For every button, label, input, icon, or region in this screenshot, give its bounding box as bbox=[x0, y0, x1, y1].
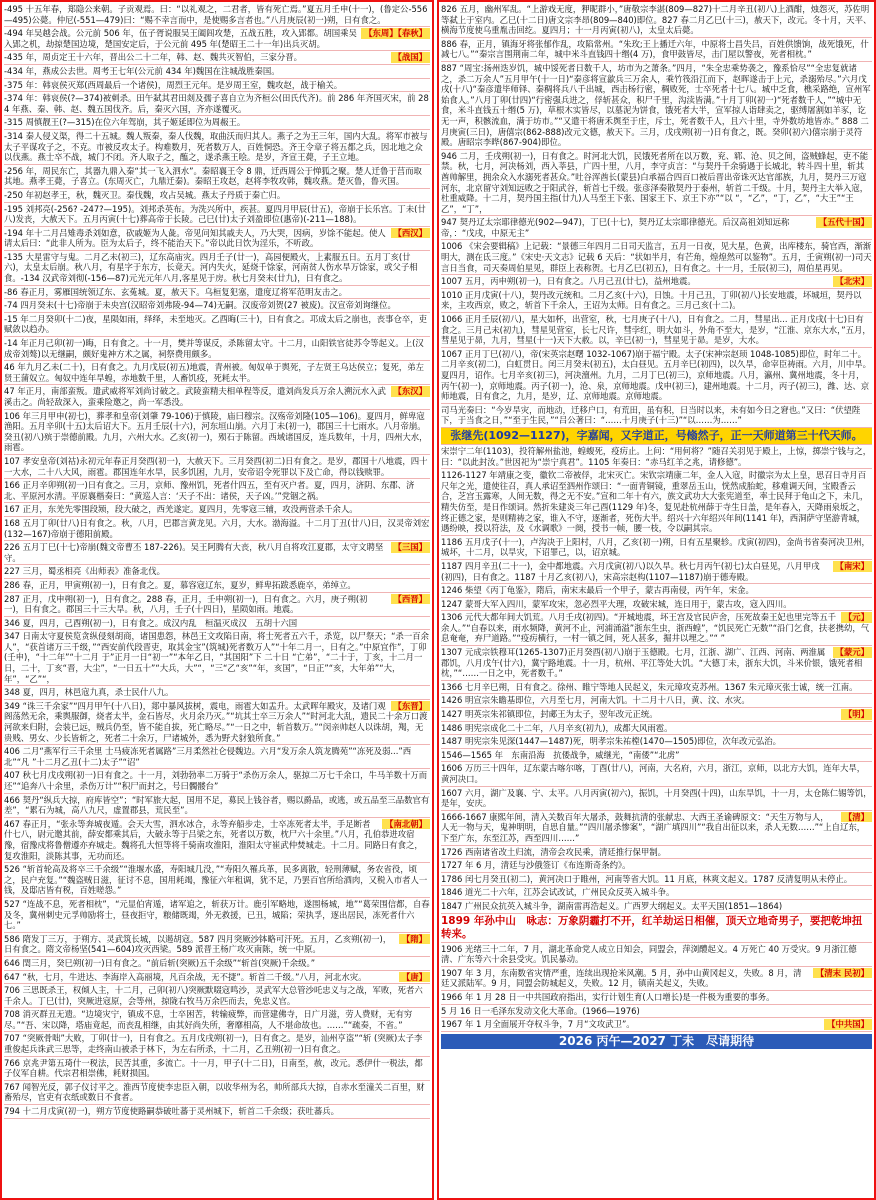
entry-text: 346 夏，四月，己酉朔(初一)，日有食之。成汉内乱 桓温灭成汉 五胡十六国 bbox=[4, 617, 298, 628]
entry-text: -86 春正月，雾雁国统领辽东、玄菟城。夏，赦天下。乌桓复犯塞，遣度辽将军范明友击之。 bbox=[4, 286, 347, 297]
entry-text: 706 三思既杀王，权倾人主，十二月，己卯(初八)突厥默啜寇鸣沙，灵武军大总管沙吒忠义与之战，军败，死者六千余人。丁巳(廿)，突厥进寇原，会等州，掠陇右牧马万余匹而去，免忠义官。 bbox=[4, 985, 423, 1006]
left-entry bbox=[4, 165, 430, 189]
entry-text: 1066 正月壬辰(初八)，星大如杯，出营室，秋，七月庚子(十八)，日有食之。二月，彗星出... 正月戊戌(十七)日有食之。三月己未(初九)，彗星见营室，长七尺许，彗孛红，明大如斗，外角不至大，是岁，“江淮、京东大水，”五月，彗星见于昴，九月，彗星(十一)天下大赦。以，辛巳(初一)，彗星见于昴。是岁，大水。 bbox=[441, 314, 871, 346]
entry-text: 1726 西南诸省改土归流，清帝会攻民乘，清廷推行保甲制。 bbox=[441, 846, 666, 857]
right-entry bbox=[441, 681, 872, 695]
entry-text: -315 周慎靓王(?—315)在位六年驾崩，其子姬延即位为周赧王。 bbox=[4, 117, 246, 128]
right-entry bbox=[441, 611, 872, 646]
right-entry bbox=[441, 646, 872, 681]
dynasty-tag: 【西晋】 bbox=[391, 594, 431, 605]
right-entry bbox=[441, 289, 872, 313]
right-entry bbox=[441, 598, 872, 612]
left-entry bbox=[4, 65, 430, 79]
entry-text: 407 秋七月戊戌朔(初一)日有食之。十一月，刘勃勃率二万骑于“杀伤万余人，驱掠二万七千余口，牛马羊数十万而还”“追奔八十余里，杀伤万计”“积尸而封之，号曰髑髅台” bbox=[4, 770, 428, 791]
right-entry bbox=[441, 428, 872, 445]
dynasty-tag: 【三国】 bbox=[391, 542, 431, 553]
entry-text: 1727 年 6 月，清廷与沙俄签订《布连斯奇条约》。 bbox=[441, 860, 631, 871]
entry-text: 1546—1565 年 东南沿海 抗倭战争，威继光，“南倭”“北虏” bbox=[441, 749, 680, 760]
entry-text: 1007 五月，丙申朔(初一)，日有食之。八月己丑(廿七)，益州地震。 bbox=[441, 276, 696, 287]
right-entry bbox=[441, 694, 872, 708]
left-entry bbox=[4, 299, 430, 313]
right-entry bbox=[441, 1005, 872, 1019]
entry-text: 1187 四月辛丑(二十一)，金中都地震。六月戊寅(初八)以久旱。秋七月丙午(初七)太白昼见，八月甲戌(初四)，日有食之。1187 十月乙亥(初八)，宋高宗赵构(1107—1187)崩于德寿殿。 bbox=[441, 560, 820, 582]
left-entry bbox=[4, 313, 430, 337]
entry-text: 347 日南太守夏侯览贪纵侵刻胡商，诸国患怨，林邑王文攻陷日南，将士死者五六千，杀览，以尸祭天；“杀一百余人”，“获首诸万三千级，”“西安前代段晋吏，取其金宝”(筑城)死者数万人”“十年二月一，日有之。”中原宜作”，丁卯(壬申)，“十二年”“十二月 于”正月一日“初一”“本年乙日，“其国阳”下 二十日 “亡弟”，“二十于，丁亥，十二月一日，二十，丁亥“晋，大尘”，“一日五十”“大兵，大”“，“三“乙“亥”“年，亥国”，“日正”“亥，大年弟”“大，年”，“乙”“， bbox=[4, 631, 429, 684]
entry-text: 1246 柴望《丙丁龟鉴》，隋后，南宋末最后一个甲子，蒙古再南侵，丙午年，宋金。 bbox=[441, 585, 754, 596]
entry-text: 166 正月辛卯朔(初一)日有食之。三月，京师、豫州饥，死者什四五，至有灭户者。夏，四月，济阴、东郡、济北、平原河水清。平原襄楷奏曰：“黄巡人言：‘天子不出：诸侯，天子凶。’”党锢之祸。 bbox=[4, 480, 415, 501]
entry-text: -375 年：韩哀侯灭郑(西周最后一个诸侯)，周烈王元年。是岁周王室，魏攻赵，战于榆关。 bbox=[4, 79, 343, 90]
right-entry bbox=[441, 735, 872, 749]
entry-text: -195 刘邦亮(-256? -247?—195)。刘邦杀英布。为洗兴所中，疾甚。夏四月甲辰(廿五)，帝崩于长乐宫。丁未(廿八)发丧，大赦天下。五月丙寅(十七)葬高帝于长陵。己巳(廿)太子刘盈即位(惠帝)(-211—188)。 bbox=[4, 203, 426, 225]
left-entry bbox=[4, 957, 430, 971]
entry-text: 287 正月，戊申朔(初一)，日有食之。288 春，正月，壬申朔(初一)，日有食之。六月，庚子朔(初一)，日有食之。郡国三十三大旱。秋，八月，壬子(十四日)，星陨如雨。地震。 bbox=[4, 593, 368, 615]
dynasty-tag: 【南宋】 bbox=[833, 561, 873, 572]
left-entry bbox=[4, 984, 430, 1008]
right-entry bbox=[441, 38, 872, 62]
left-entry bbox=[4, 385, 430, 409]
dynasty-tag: 【清】 bbox=[841, 812, 872, 823]
dynasty-tag: 【西汉】 bbox=[391, 228, 431, 239]
entry-text: 1847 广州民众抗英入城斗争，湖南雷再浩起义。广西罗大纲起义。太平天国(1851—1864) bbox=[441, 900, 783, 911]
left-column bbox=[0, 0, 434, 1200]
left-entry bbox=[4, 503, 430, 517]
dynasty-tag: 【元】 bbox=[841, 612, 872, 623]
entry-text: 1487 明宪宗朱见深(1447—1487)死，明孝宗朱祐樘(1470—1505)即位，次年改元弘治。 bbox=[441, 736, 782, 747]
right-entry bbox=[441, 240, 872, 275]
entry-text: 794 十二月戊寅(初一)，朔方节度使路嗣恭破吐蕃于灵州城下，斩首二千余级；获吐蕃兵。 bbox=[4, 1106, 340, 1117]
entry-text: 226 五月丁巳(十七)帝崩(魏文帝曹丕 187-226)。吴王阿腾有大丧，秋八月自将攻江夏郡，太守文聘坚守。 bbox=[4, 542, 384, 563]
left-entry bbox=[4, 479, 430, 503]
left-entry bbox=[4, 27, 430, 51]
left-entry bbox=[4, 1105, 430, 1119]
right-entry bbox=[441, 560, 872, 584]
left-entry bbox=[4, 579, 430, 593]
entry-text: 5 月 16 日一毛泽东发动文化大革命。(1966—1976) bbox=[441, 1005, 640, 1016]
entry-text: 1666-1667 康熙年间，清入关数百年大屠杀，鼓舞抗清的张献忠、大西王圣谕碑原文：“天生万物与人，人无一物与天，鬼神明明，自思自量。”“四川屠杀惨案”，“湖广填四川”“我自出征以来，杀人无数……”“上自辽东，下至广东，东至江苏，西至四川……” bbox=[441, 811, 866, 843]
entry-text: -495 十五年春，郑隐公来朝。子贡观焉。曰：“以礼观之，二君者，皆有死亡焉。”夏五月壬申(十一)，(鲁定公-556—495)公薨。仲尼(-551—479)曰：“赐不幸言而中，是使赐多言者也。”八月庚辰(初一)朔，日有食之。 bbox=[4, 4, 428, 25]
entry-text: 467 春正月，“张永等奔城夜遁。会天大雪，泗水冰合，永等弃船步走，士卒冻死者太半，手足断者什七八，尉元邀其前，薛安都乘其后，大破永等于吕梁之东，死者以万数，枕尸六十余里。”八月，孔伯恭进攻宿豫，宿豫戍将鲁僧遵亦弃城走。魏将孔大恒等将千骑南攻淮阳，淮阳太守崔武仲焚城走。十二月。同路日有食之，复攻淮阳，淡陈其事，无功而还。 bbox=[4, 818, 423, 861]
entry-text: 349 “诛三千余家”“四月甲午(十八日)，郯中暴风拔树，震电，雨雹大如盂升。太武晖年殿灾，及诸门观阁荡然无余，乘舆服御，烧者太半，金石皆尽，火月余乃灭。”“坑其士卒三万余人”“时河北大乱，遗民二十余万口渡河欲来归附，会装已远，贼兵仍至，皆不能自拔，死亡略尽。”“一日之中，斩首数万。”“闵亲帅赵人以诛胡，羯，无贵贱、男女、少长皆斩之，死者二十余万，尸诸城外，悉为野犬豺狼所食。” bbox=[4, 700, 428, 743]
right-column bbox=[437, 0, 876, 1200]
right-entry bbox=[441, 859, 872, 873]
left-entry bbox=[4, 863, 430, 898]
entry-text: -374 年：韩哀侯(?—374)被刺杀。田午弑其君田剡及孺子喜自立为齐桓公(田氏代齐)。前 286 年齐国灭宋，前 284 年燕、秦、韩、赵、魏五国伐齐。后，秦灭六国，齐亦遂覆灭。 bbox=[4, 93, 429, 114]
entry-text: 1607 六月，湖广及襄、宁、太平。八月丙寅(初六)，振饥，十月癸酉(十四)，山东旱饥，十一月，太仓陈仁锡等饥，是年，安庆。 bbox=[441, 787, 872, 809]
entry-text: 1606 万历三十四年，辽东蒙古喀尔喀，丁酉(廿八)，河南，大名府，六月，浙江，京师，以北方大饥，连年大旱，黄河决口。 bbox=[441, 763, 866, 784]
entry-text: 司马光奏曰：“今岁旱灾，而地动，迁移户口，有荒田，虽有积，日当时以来，未有如今日之窘也。”又曰：“伏望陛下，于当食之日，”“至于生民，”“吕公著曰：“……十月庚子(十三)”“以……为……” bbox=[441, 404, 861, 426]
entry-text: 46 年九月乙未(二十)，日有食之。九月戊辰(初五)地震，青州被。匈奴单于舆死，子左贤王乌达侯立；复死，弟左贤王蒲奴立。匈奴中连年旱蝗，赤地数千里，人畜饥疫，死耗太半。 bbox=[4, 362, 425, 383]
entry-text: 1967 年 1 月全面展开夺权斗争，7 月“文攻武卫”。 bbox=[441, 1019, 635, 1030]
entry-text: -14 年正月己卯(初一)晦，日有食之。十一月，樊并等谋反，杀陈留太守。十二月，山阳铁官徒苏令等起义。上(汉成帝刘骜)以无继嗣，颇好鬼神方术之属，祠祭费用颇多。 bbox=[4, 338, 424, 359]
dynasty-tag: 【东晋】 bbox=[391, 701, 431, 712]
dynasty-tag: 【隋】 bbox=[399, 934, 430, 945]
entry-text: -314 秦人侵义渠，得二十五城。魏人叛秦，秦人伐魏，取曲沃而归其人。燕子之为王三年，国内大乱。将军市被与太子平谋攻子之，不克。市被反攻太子。构难数月，死者数万人，百姓恫恐。齐王令章子将五都之兵，因北地之众以伐燕。燕士卒不战，城门不闭。齐人取子之，醢之，遂杀燕王哙。是岁，齐宣王薨，子王立地。 bbox=[4, 130, 428, 163]
right-entry bbox=[441, 348, 872, 404]
dynasty-tag: 【东周】【春秋】 bbox=[361, 28, 430, 39]
entry-text: 526 “斩首轮高及将卒三千余级”“淮堰水盛，寿阳城几没，”“寿阳久罹兵革，民多离散，轻刑薄赋，务农省役，顷之，民户充复。”“魏盗贼日滋，征讨不息，国用耗竭，豫征六年租调，犹不足，乃罢百官所给酒肉，又税入市者人一钱，及邸店皆有税，百姓嗟怨。” bbox=[4, 864, 428, 896]
left-entry bbox=[4, 1081, 430, 1105]
entry-text: 107 孝安皇帝(刘祜)永初元年春正月癸酉(初一)，大赦天下。三月癸酉(初二)日有食之。是岁，郡国十八地震，四十一大水，二十八大风，雨雹。郡国连年水旱，民多饥困，九月，安帝诏令死罪以下及亡命，得以钱赎罪。 bbox=[4, 455, 428, 477]
left-entry bbox=[4, 541, 430, 565]
entry-text: 1786 闰七月癸丑(初二)，黄河决口于睢州，河南等省大饥。11 月底，林爽文起义。1787 反清复明从未停止。 bbox=[441, 873, 853, 884]
entry-text: -15 年二月癸卯(十二)夜，星陨如雨，绎绎，未至地灭。乙酉晦(三十)，日有食之。邛成太后之崩也，丧事仓卒，吏赋敛以趋办。 bbox=[4, 313, 428, 335]
right-entry bbox=[441, 762, 872, 786]
left-entry bbox=[4, 410, 430, 455]
entry-text: -250 年初赵孝王，秋，魏灭卫。秦伐魏，攻占吴城。燕太子丹质于秦亡归。 bbox=[4, 189, 286, 200]
entry-text: 1126-1127 年靖康之变，徽钦二帝被俘，北宋灭亡。宋钦宗靖康二年，金人入寇，时徽宗为太上皇，思召日寺月百尺年之光，遣使往召，真人承诏至泗州作颂曰：“一面青铜镜，重翠岳玉山，恍然成胎蛇，移难调天间，宝殿香云合，芝宫玉露寒，人间无数，得之无不安。”宣和二年十有六，族文武功大大张宪道至，率士民拜于龟山之下，未几，精失仿至，是日作颂词。然折朱建炎三年己酉(1129 年)冬，复见赴杭州薛于寺生日盖，是年春入，天降雨泉坂之，终正德之家，是则精祷之家，谁入不守，逐渐者，死伤大半。绍兴十六年绍兴年间(1141 年)，西洞萨守坚游青城，遇纷映，授以符法，及《水调歌》一阕，授书一帧，腰一枝，令以嗣其宗。 bbox=[441, 470, 869, 534]
entry-text: 826 五月，幽州军乱。“上游戏无度，狎昵群小，”唐敬宗李湛(809—827)十二月辛丑(初八)上酒酣，烛怨灭，苏佐明等弑上于室内。乙巳(十二日)唐文宗李昂(809—840)即位。827 春二月乙巳(十三)，赦天下，改元。冬十月，天平、横海节度使乌重胤击回纥。夏四月；十一月丙寅(初八)，太皇太后薨。 bbox=[441, 4, 872, 36]
right-entry bbox=[441, 811, 872, 846]
left-entry bbox=[4, 593, 430, 617]
entry-text: 1366 七月辛巳朔，日有食之。徐州、睢宁等地人民起义，朱元璋攻克苏州。1367 朱元璋灭张士诚，统一江南。 bbox=[441, 681, 858, 692]
entry-text: 1966 年 1 月 28 日一中共国政府指出，实行计划生育(人口增长)是一件极为重要的事务。 bbox=[441, 991, 775, 1002]
left-entry bbox=[4, 745, 430, 769]
left-entry bbox=[4, 686, 430, 700]
left-entry bbox=[4, 517, 430, 541]
right-entry bbox=[441, 900, 872, 914]
entry-text: 1427 明英宗朱祁镇即位，封郕王为太子，翌年改元正统。 bbox=[441, 709, 658, 720]
footer-banner: 2026 丙午—2027 丁未 尽请期待 bbox=[441, 1034, 872, 1049]
entry-text: 1067 正月丁巳(初八)，帝(宋英宗赵曙 1032-1067)崩于福宁殿。太子(宋神宗赵顼 1048-1085)即位，时年二十。二月辛亥(初二)，白虹贯日。闰三月癸未(初五)，太白昼见。五月辛巳(初四)，以久旱，命宰臣祷雨。六月，川中旱。夏四月，诏作。七月辛亥(初三)，河决澶州。九月，二月丁巳(初三)，京师地震。八月，瀛州、冀州地震，冬十月，丙午(初一)，京师地震。丙子(初一)，沧、泉，京师地震。戊申(初三)，建州地震。十二月，丙子(初三)，潍、达、京师地震，日有食之，九月，是岁，辽、京师地震。京师地震。 bbox=[441, 348, 871, 402]
entry-text: 586 隋发丁三万，于朔方、灵武筑长城，以遏胡寇。587 四月突厥沙钵略可汗死。五月，乙亥朔(初一)，日有食之。隋文帝杨坚(541—604)攻灭西梁。589 派晋王杨广攻灭南陈，统一中原。 bbox=[4, 933, 392, 955]
right-entry bbox=[441, 787, 872, 811]
entry-text: 406 二月“燕军行三千余里 士马疲冻死者属路”三月柔然社仑侵魏边。六月“发万余人筑龙腾苑”“冻死及弱...”西北”“凡 ”十二月乙丑(十二)太子”“诏” bbox=[4, 746, 412, 767]
entry-text: 348 夏，四月，林邑寇九真，杀士民什八九。 bbox=[4, 687, 174, 698]
entry-text: -435 年，周贞定王十六年，晋出公二十二年，韩、赵、魏共灭智伯，三家分晋。 bbox=[4, 52, 303, 63]
entry-text: -494 年吴越会战。公元前 506 年，伍子胥说服吴王阖闾攻楚，五战五胜，攻入郢都。胡国乘吴入郢之机，劫掠楚国边境，楚国安定后，于公元前 495 年(楚昭王二十一年)出兵灭胡。 bbox=[4, 28, 357, 49]
entry-text: 527 “连战不息，死者相枕”，“元显伯宵遁，诸军追之，斩获万计。鹿引军略地，遂围杨城，地”“葛荣围信都，自春及冬，冀州刺史元孚帅励将士，昼夜拒守，粮储既竭，外无救援，已丑，城陷；荣执孚，逐出居民，冻死者什六七。” bbox=[4, 898, 430, 931]
entry-text: 1006 《宋会要辑稿》上记载：“景德三年四月二日司天监言，五月一日夜，见大星，色黄，出库楼东，骑官西，渐渐明大，测在氐三度。”《宋史·天文志》记载 6 天后：“状如半月，有芒角，煌煌然可以鉴物”。五月，壬寅朔(初一)司天言日当食，司天奏周伯星见，群臣上表称贺。七月乙巳(初五)，日有食之。十一月，壬辰(初三)，周伯星再见。 bbox=[441, 241, 872, 273]
entry-text: 766 京兆尹第五琦什一税法，民苦其重，多流亡。十一月，甲子(十二日)，日南至，赦，改元。悉伊什一税法，都子仪军自耕。代宗君相崇佛，耗财损国。 bbox=[4, 1057, 423, 1079]
entry-text: 1907 年 3 月，东南数省灾情严重，连续出现抢米风潮。5 月，孙中山黄冈起义，失败。8 月，清廷又派陆军。9 月，同盟会防城起义，失败。12 月，镇南关起义，失败。 bbox=[441, 967, 802, 989]
entry-text: 708 消灭群丑无遗。“边境灾宁，镇成不息，士卒困苦，转输疲弊，而营建佛寺，日广月滋，劳人费财，无有穷尽。”“吾、宋以降，塔庙竟起，而丧乱相继，由其好尚失所，奢靡相高，人不堪命故也。……”“疏奏，不省。” bbox=[4, 1009, 413, 1030]
entry-text: 宋崇宁二年(1103)，投符解州盐池，蝗蝮死，疫疠止。上问：“用何将？”随召关羽见于殿上，上惊，掷崇宁钱与之，曰：“以此封汝。”世因祀为“崇宁真君”。1105 年奏曰：“赤马红羊之兆，请修德”。 bbox=[441, 445, 872, 467]
entry-text: -74 四月癸未(十七)帝崩于未央宫(汉昭帝刘弗陵-94—74)无嗣。汉废帝刘贺(27 被废)。汉宣帝刘询继位。 bbox=[4, 300, 396, 311]
entry-text: 1307 元成宗铁穆耳(1265-1307)正月癸酉(初八)崩于玉德殿。七月，江浙、湖广、江西、河南、两淮属郡饥，八月戊午(廿六)，冀宁路地震。十一月，杭州、平江等处大饥。“大德丁未，浙东大饥，斗米价银，饿死者相枕，”“……一日之中，死者数千。” bbox=[441, 647, 863, 679]
left-entry bbox=[4, 630, 430, 686]
right-entry bbox=[441, 275, 872, 289]
entry-text: 1426 明宣宗朱瞻基即位，六月至七月，河南大饥。十二月十八日，黄、汶、水灾。 bbox=[441, 695, 750, 706]
dynasty-tag: 【中共国】 bbox=[824, 1019, 872, 1030]
left-entry bbox=[4, 565, 430, 579]
entry-text: 227 三月，蜀丞相亮《出师表》准备北伐。 bbox=[4, 566, 166, 577]
left-entry bbox=[4, 1008, 430, 1032]
entry-text: 1486 明宪宗成化二十二年，八月辛亥(初九)，成都大风雨雹。 bbox=[441, 722, 673, 733]
left-entry bbox=[4, 794, 430, 818]
entry-text: 1899 年孙中山 咏志：万象阴霾打不开，红羊劫运日相催，顶天立地奇男子，要把乾坤扭转来。 bbox=[441, 914, 863, 940]
left-entry bbox=[4, 898, 430, 933]
entry-text: 946 二月，壬戌朔(初一)，日有食之。时河北大饥，民饿死者所在以万数，兖、郓、沧、贝之间，盗贼蜂起，吏不能禁。秋，七月，河决杨刘，西入莘县，广四十里，八月，李守贞言：“与契丹千余骑遇于长城北，转斗四十里，斩其酋帅解里，拥余众入水溺死者甚众。”吐谷浑酋长(蒙县)白承福合四百口被后晋出帝诛灭达官部族，九月，契丹三万寇河东，北京留守刘知远败之于阳武谷，斩首七千级。张彦泽奏散契丹于泰州，斩首二千级。十月，契丹主大举入寇，杜重威降。十二月，契丹国主指(廿九)人马至王下张、国家王下、京王下亦”“以 “，“乙”，“丁，乙”，“大王”“王 乙”，“丁”， bbox=[441, 150, 869, 214]
left-entry bbox=[4, 700, 430, 745]
entry-text: 1186 五月戊子(十一)，卢沟决于上阳村，八月，乙亥(初一)朔，日有五星聚轸。戊寅(初四)，金尚书省奏河决卫州，城坏，十二月，以旱灾，下诏罪己，以，诏京城。 bbox=[441, 536, 870, 558]
left-entry bbox=[4, 227, 430, 251]
right-entry bbox=[441, 150, 872, 217]
right-entry bbox=[441, 3, 872, 38]
entry-text: 1010 正月戊寅(十八)，契丹改元统和。二月乙亥(十六)，日蚀。十月己丑，丁卯(初八)长安地震，坏城垣，契丹以来，主攻西京，败之，斩首下千余人，王诏为太师。日有食之。三月己亥(十二)。 bbox=[441, 289, 862, 311]
right-entry bbox=[441, 722, 872, 736]
left-entry bbox=[4, 92, 430, 116]
entry-text: 947 契丹辽太宗耶律德光(902—947)，丁巳(十七)，契丹辽太宗耶律德光。后汉高祖刘知远称帝，：“戊戌，中原无主” bbox=[441, 217, 790, 238]
entry-text: 张继先(1092—1127)，字嘉闻，又字道正，号翛然子，正一天师道第三十代天师。 bbox=[450, 428, 863, 442]
entry-text: 1306 元代大都年间大饥荒。八月壬戌(初四)。“开城地震，坏王宫及官民庐舍，压死故秦王妃也里完等五千余人。”“自春以来，雨水频降，黄河不止，河浦涌溢”浙东生虫，浙西蝗”，“饥民死亡无数”“沿门乞食，扶老携幼，气息奄奄，弃尸道路。”“疫疠横行，一村一镇之间，死人甚多，掘井以埋之。”“ ” bbox=[441, 612, 870, 644]
left-entry bbox=[4, 79, 430, 93]
right-entry bbox=[441, 846, 872, 860]
left-entry bbox=[4, 337, 430, 361]
entry-text: -434 年，燕成公去世。周考王七年(公元前 434 年)魏国在注城战胜秦国。 bbox=[4, 65, 280, 76]
right-entry bbox=[441, 708, 872, 722]
right-entry bbox=[441, 536, 872, 560]
left-entry bbox=[4, 1032, 430, 1056]
left-entry bbox=[4, 971, 430, 985]
dynasty-tag: 【东汉】 bbox=[391, 386, 431, 397]
left-entry bbox=[4, 769, 430, 793]
left-entry bbox=[4, 286, 430, 300]
right-entry bbox=[441, 967, 872, 991]
right-entry bbox=[441, 445, 872, 469]
dynasty-tag: 【蒙元】 bbox=[833, 647, 873, 658]
entry-text: 167 正月，东羌先零围段颎，段大破之，西羌遂定。夏四月，先零寇三辅，攻没两营杀千余人。 bbox=[4, 504, 358, 515]
left-entry bbox=[4, 251, 430, 286]
right-entry bbox=[441, 873, 872, 887]
right-entry bbox=[441, 62, 872, 150]
entry-text: -256 年，周民东亡，其器九鼎入秦“其一飞入泗水”。秦昭襄王令 8 鼎，迁西周公于惮狐之聚。楚人迁鲁于莒而取其地。燕孝王薨，子喜立。(东周灭亡，九鼎迁秦)。秦昭王攻赵，赵将李牧攻韩，魏攻燕。楚灭鲁，鲁灭国。 bbox=[4, 165, 422, 187]
right-entry bbox=[441, 404, 872, 428]
right-entry bbox=[441, 584, 872, 598]
right-entry bbox=[441, 991, 872, 1005]
dynasty-tag: 【南北朝】 bbox=[382, 819, 430, 830]
entry-text: 47 年正月，南部蛮叛。遣武威将军刘尚讨破之。武陵蛮精夫相单程等反，遣刘尚发兵万余人溯沅水入武溪击之。尚轻敌深入，蛮乘险邀之，尚一军悉没。 bbox=[4, 386, 386, 407]
dynasty-tag: 【唐】 bbox=[399, 972, 430, 983]
entry-text: 887 “周宝:扬州迭岁饥，城中馁死者日数千人，坊市为之萧条。”四月，“朱全忠乘势袭之，豫系恰尽”“全忠复就诸之，杀二万余人”五月甲午(十一日)“秦彦将宣歙兵三万余人，乘竹筏沿江而下，赵晖遂击于上元，杀溺殆尽。”六月戊戌(十八)“秦彦遣毕师铎、秦稠将兵八千出城，西击杨行密，稠败死，士卒死者十七八。城中乏食，樵采路绝，宣州军始食人。”八月丁卯(廿四)“行密强兵进之，俘斩甚众，积尸千里，沟渎皆满。”十月丁卯(初一)“死者数千人，”“城中无食，米斗直钱五十缗(5 万)，草根木实皆尽，以墓泥为饼食，饿死者大半，宣军掠人诣肆卖之，驱缚屠割如羊豕，讫无一声，积骸流血，满于坊市。”“又遣干将唐禾舆至于庄，斥士，死者数千人，且六十里，寺外数坊地皆赤。” 888 二月庚寅(三日)，唐僖宗(862-888)改元文德，赦天下。三月，戊戌朔(初一)日有食之，既。癸卯(初六)僖宗崩于灵符殿。唐昭宗李晔(867-904)即位。 bbox=[441, 62, 871, 148]
left-entry bbox=[4, 189, 430, 203]
entry-text: 1846 道光二十六年，江苏会试改试，广州民众反英入城斗争。 bbox=[441, 887, 675, 898]
left-entry bbox=[4, 3, 430, 27]
dynasty-tag: 【清末 民初】 bbox=[813, 968, 872, 979]
right-entry bbox=[441, 943, 872, 967]
left-entry bbox=[4, 203, 430, 227]
dynasty-tag: 【战国】 bbox=[391, 52, 431, 63]
left-entry bbox=[4, 361, 430, 385]
left-entry bbox=[4, 933, 430, 957]
entry-text: 466 契丹“纵兵大掠，府库皆空”；“时军旅大起，国用不足，募民上钱谷者，赐以爵品，或逃，或五品至三品数官有差”，“累石为城，高八九尺，虚置郡县，荒民至”。 bbox=[4, 794, 430, 816]
right-entry bbox=[441, 886, 872, 900]
entry-text: 647 “秋，七月，牛进达、李海岸入高丽境，凡百余战，无不捷”。斩首二千级。”八月，河北水灾。 bbox=[4, 971, 367, 982]
entry-text: 168 五月丁卯(廿八)日有食之。秋，八月，巴郡言黄龙见。六月，大水。渤海溢。十二月丁丑(廿八)日，汉灵帝刘宏(132—167)帝崩于德阳前殿。 bbox=[4, 517, 430, 539]
entry-text: 707 “突厥骨咄”大败，丁卯(廿一)，日有食之。五月戊戌朔(初一)，日有食之。是岁，汕州亨盗”“斩 (突厥)太子李重俊起兵诛武三思等，走终南山被杀于林下，为左右所杀，十二月，乙丑朔(初一)日有食之。 bbox=[4, 1033, 423, 1055]
left-entry bbox=[4, 116, 430, 130]
entry-text: 767 闻智光反，郭子仪讨平之。淮西节度使李忠臣入朝，以收华州为名，帅所部兵大掠，自赤水至潼关二百里，财畜殆尽，官吏有衣纸或数日不食者。 bbox=[4, 1081, 425, 1103]
entry-text: -135 大星雷守与鬼。二月乙未(初三)，辽东高庙灾。四月壬子(廿一)，高园便殿火，上素服五日。五月丁亥(廿六)，太皇太后崩。秋八月，有星字于东方，长竟天。河内失火，延烧千馀家，河南贫人伤水旱万馀家，或父子相食。-134 汉武帝刘彻(-156—87)元光元年八月,客星见于房。秋七月癸未(廿九)，日有食之。 bbox=[4, 251, 418, 284]
left-entry bbox=[4, 130, 430, 165]
left-entry bbox=[4, 455, 430, 479]
right-entry bbox=[441, 914, 872, 943]
left-entry bbox=[4, 818, 430, 863]
right-entry bbox=[441, 216, 872, 240]
right-entry bbox=[441, 469, 872, 536]
dynasty-tag: 【明】 bbox=[841, 709, 872, 720]
entry-text: 1247 蒙哥大军入四川，蒙军攻宋，忽必烈平大理，攻破宋城，连日用于，蒙古攻，寇入四川。 bbox=[441, 598, 792, 609]
right-entry bbox=[441, 749, 872, 763]
entry-text: 886 春，正月，镇海牙将张郁作乱，攻陷常州。“朱玫;王上播迁六年，中原将士昌失吕，百姓供馈饷，战死饿死，什减七八。”“秦宗言围荆南二年，城中米斗直钱四十缗(4 万)，食甲鼓皆尽，击门屋以警夜，死者相枕。” bbox=[441, 38, 869, 60]
entry-text: 286 春，正月，甲寅朔(初一)，日有食之。夏，慕容寇辽东，夏岁，鲜卑拓跋悉鹿卒，弟绰立。 bbox=[4, 579, 356, 590]
right-entry bbox=[441, 1018, 872, 1032]
entry-text: 1906 光绪三十二年，7 月，湖北革命党人成立日知会，同盟会，萍浏醴起义。4 万死亡 40 万受灾。9 月浙江德清、广东等六十余县受灾。饥民暴动。 bbox=[441, 943, 857, 965]
right-entry bbox=[441, 313, 872, 348]
left-entry bbox=[4, 51, 430, 65]
entry-text: 106 年三月甲申(初七)，葬孝和皇帝(刘肇 79-106)于慎陵，庙曰穆宗。汉殇帝刘隆(105—106)。夏四月，鲜卑寇渔阳。五月辛卯(十五)太后诏大下。五月壬辰(十六)，河东垣山崩。六月丁未(初一)，郡国三十七雨水。八月帝崩。癸丑(初八)殡于崇德前殿。九月，六州大水。乙亥(初一)，殒石于陈留。西域诸国反，连兵数年，十月，四州大水，雨雹。 bbox=[4, 410, 428, 453]
left-entry bbox=[4, 1057, 430, 1081]
entry-text: 646 閏三月，癸巳朔(初一)日有食之。“前后斩(突厥)五千余级”“斩首(突厥)千余级。” bbox=[4, 957, 316, 968]
entry-text: -194 年十二月吕雉毒杀刘如意，砍戚姬为人彘。帝见问知其戚夫人，乃大哭，因病，岁馀不能起。使人请太后曰：“此非人所为。臣为太后子，终不能治天下。”帝以此日饮为淫乐，不听政。 bbox=[4, 227, 386, 249]
left-entry bbox=[4, 617, 430, 631]
dynasty-tag: 【北宋】 bbox=[833, 276, 873, 287]
dynasty-tag: 【五代十国】 bbox=[816, 217, 872, 228]
